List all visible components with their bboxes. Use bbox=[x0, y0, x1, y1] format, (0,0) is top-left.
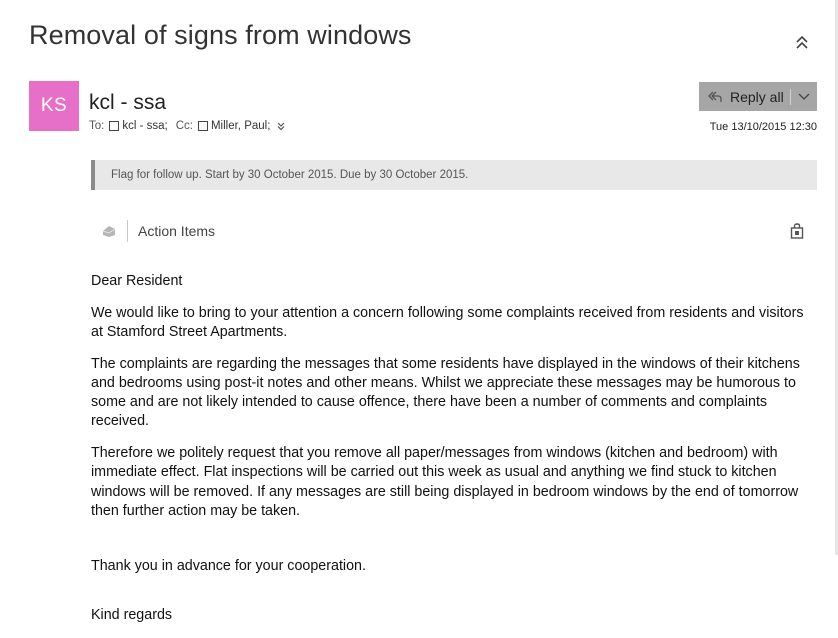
recipients-line bbox=[89, 120, 286, 132]
expand-recipients-icon[interactable] bbox=[276, 121, 286, 131]
sender-name[interactable]: kcl - ssa bbox=[89, 91, 167, 114]
chevron-down-icon bbox=[798, 93, 810, 101]
recipient-checkbox-icon bbox=[198, 121, 208, 131]
store-bag-icon[interactable] bbox=[790, 223, 804, 239]
body-paragraph-3: Therefore we politely request that you remove all paper/messages from windows (kitchen and bedroom) with immediate effect. Flat inspections will be carried out this week as usual and anything we find stuck to kitchen windows will be removed. If any messages are still being displayed in bedroom windows by the end of tomorrow then further action may be taken. bbox=[91, 445, 799, 519]
action-items-button[interactable]: Action Items bbox=[138, 223, 216, 239]
sent-date: Tue 13/10/2015 12:30 bbox=[709, 121, 817, 133]
addin-icon[interactable] bbox=[100, 222, 118, 240]
body-greeting: Dear Resident bbox=[91, 273, 183, 289]
body-paragraph-4: Thank you in advance for your cooperation. bbox=[91, 558, 366, 575]
body-paragraph-1: We would like to bring to your attention a concern following some complaints received from residents and visitors at Stamford Street Apartments. bbox=[91, 304, 804, 340]
collapse-up-icon[interactable] bbox=[793, 33, 811, 51]
body-signoff: Kind regards bbox=[91, 607, 173, 624]
message-body bbox=[91, 272, 817, 638]
email-subject: Removal of signs from windows bbox=[29, 20, 412, 50]
cc-recipient[interactable]: Miller, Paul; bbox=[210, 120, 271, 132]
addin-divider bbox=[127, 220, 128, 242]
sender-avatar bbox=[29, 81, 79, 131]
recipient-checkbox-icon bbox=[109, 121, 119, 131]
reply-all-button[interactable] bbox=[699, 82, 817, 111]
addin-bar bbox=[100, 218, 817, 244]
avatar-initials: KS bbox=[40, 95, 68, 116]
flag-text: Flag for follow up. Start by 30 October 2015. Due by 30 October 2015. bbox=[111, 169, 469, 181]
follow-up-flag-bar bbox=[91, 160, 817, 190]
cc-label: Cc: bbox=[175, 120, 193, 132]
to-recipient[interactable]: kcl - ssa; bbox=[122, 120, 168, 132]
reply-all-main[interactable] bbox=[699, 82, 790, 111]
reply-all-label: Reply all bbox=[730, 88, 784, 105]
reply-options-dropdown[interactable] bbox=[791, 82, 817, 111]
body-paragraph-2: The complaints are regarding the messages that some residents have displayed in the windows of their kitchens and bedrooms using post-it notes and other means. Whilst we appreciate these messages may be humorous to some and are not likely intended to cause offence, there have been a number of comments and complaints received. bbox=[91, 355, 800, 430]
to-label: To: bbox=[89, 120, 105, 132]
reply-all-icon bbox=[707, 90, 723, 104]
